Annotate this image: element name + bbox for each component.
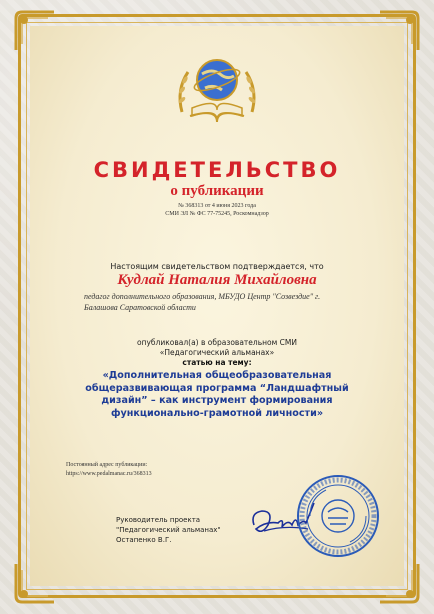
- article-title: [70, 370, 364, 420]
- certificate-number: № 368313 от 4 июня 2023 года: [178, 203, 256, 209]
- media-name: «Педагогический альманах»: [159, 348, 275, 357]
- globe-book-emblem-icon: [172, 50, 262, 130]
- article-title-line: «Дополнительная общеобразовательная: [102, 370, 332, 381]
- article-title-line: функционально-грамотной личности»: [110, 407, 324, 419]
- author-position-line: педагог дополнительного образования, МБУДО Центр "Созвездие" г.: [84, 292, 321, 301]
- article-title-line: общеразвивающая программа “Ландшафтный: [85, 382, 349, 394]
- registration-info: СМИ ЭЛ № ФС 77-75245, Роскомнадзор: [165, 211, 269, 217]
- corner-ornament-icon: [12, 8, 58, 54]
- confirm-text: Настоящим свидетельством подтверждается, что: [110, 262, 324, 271]
- corner-ornament-icon: [12, 560, 58, 606]
- address-label: Постоянный адрес публикации:: [66, 462, 148, 468]
- author-position-line: Балашова Саратовской области: [84, 303, 196, 312]
- corner-ornament-icon: [376, 8, 422, 54]
- signer-project: "Педагогический альманах": [116, 526, 221, 534]
- article-label: статью на тему:: [182, 358, 252, 367]
- corner-ornament-icon: [376, 560, 422, 606]
- round-stamp-icon: [296, 474, 380, 558]
- certificate-title: СВИДЕТЕЛЬСТВО: [93, 158, 341, 182]
- signer-name: Остапенко В.Г.: [116, 536, 172, 544]
- certificate-subtitle: о публикации: [170, 183, 264, 199]
- address-url: https://www.pedalmanac.ru/368313: [66, 471, 152, 477]
- author-name: Кудлай Наталия Михайловна: [117, 272, 317, 288]
- author-position: [84, 291, 384, 313]
- published-in-text: опубликовал(а) в образовательном СМИ: [136, 338, 297, 347]
- signer-title: Руководитель проекта: [116, 516, 201, 524]
- article-title-line: дизайн” – как инструмент формирования: [101, 395, 333, 407]
